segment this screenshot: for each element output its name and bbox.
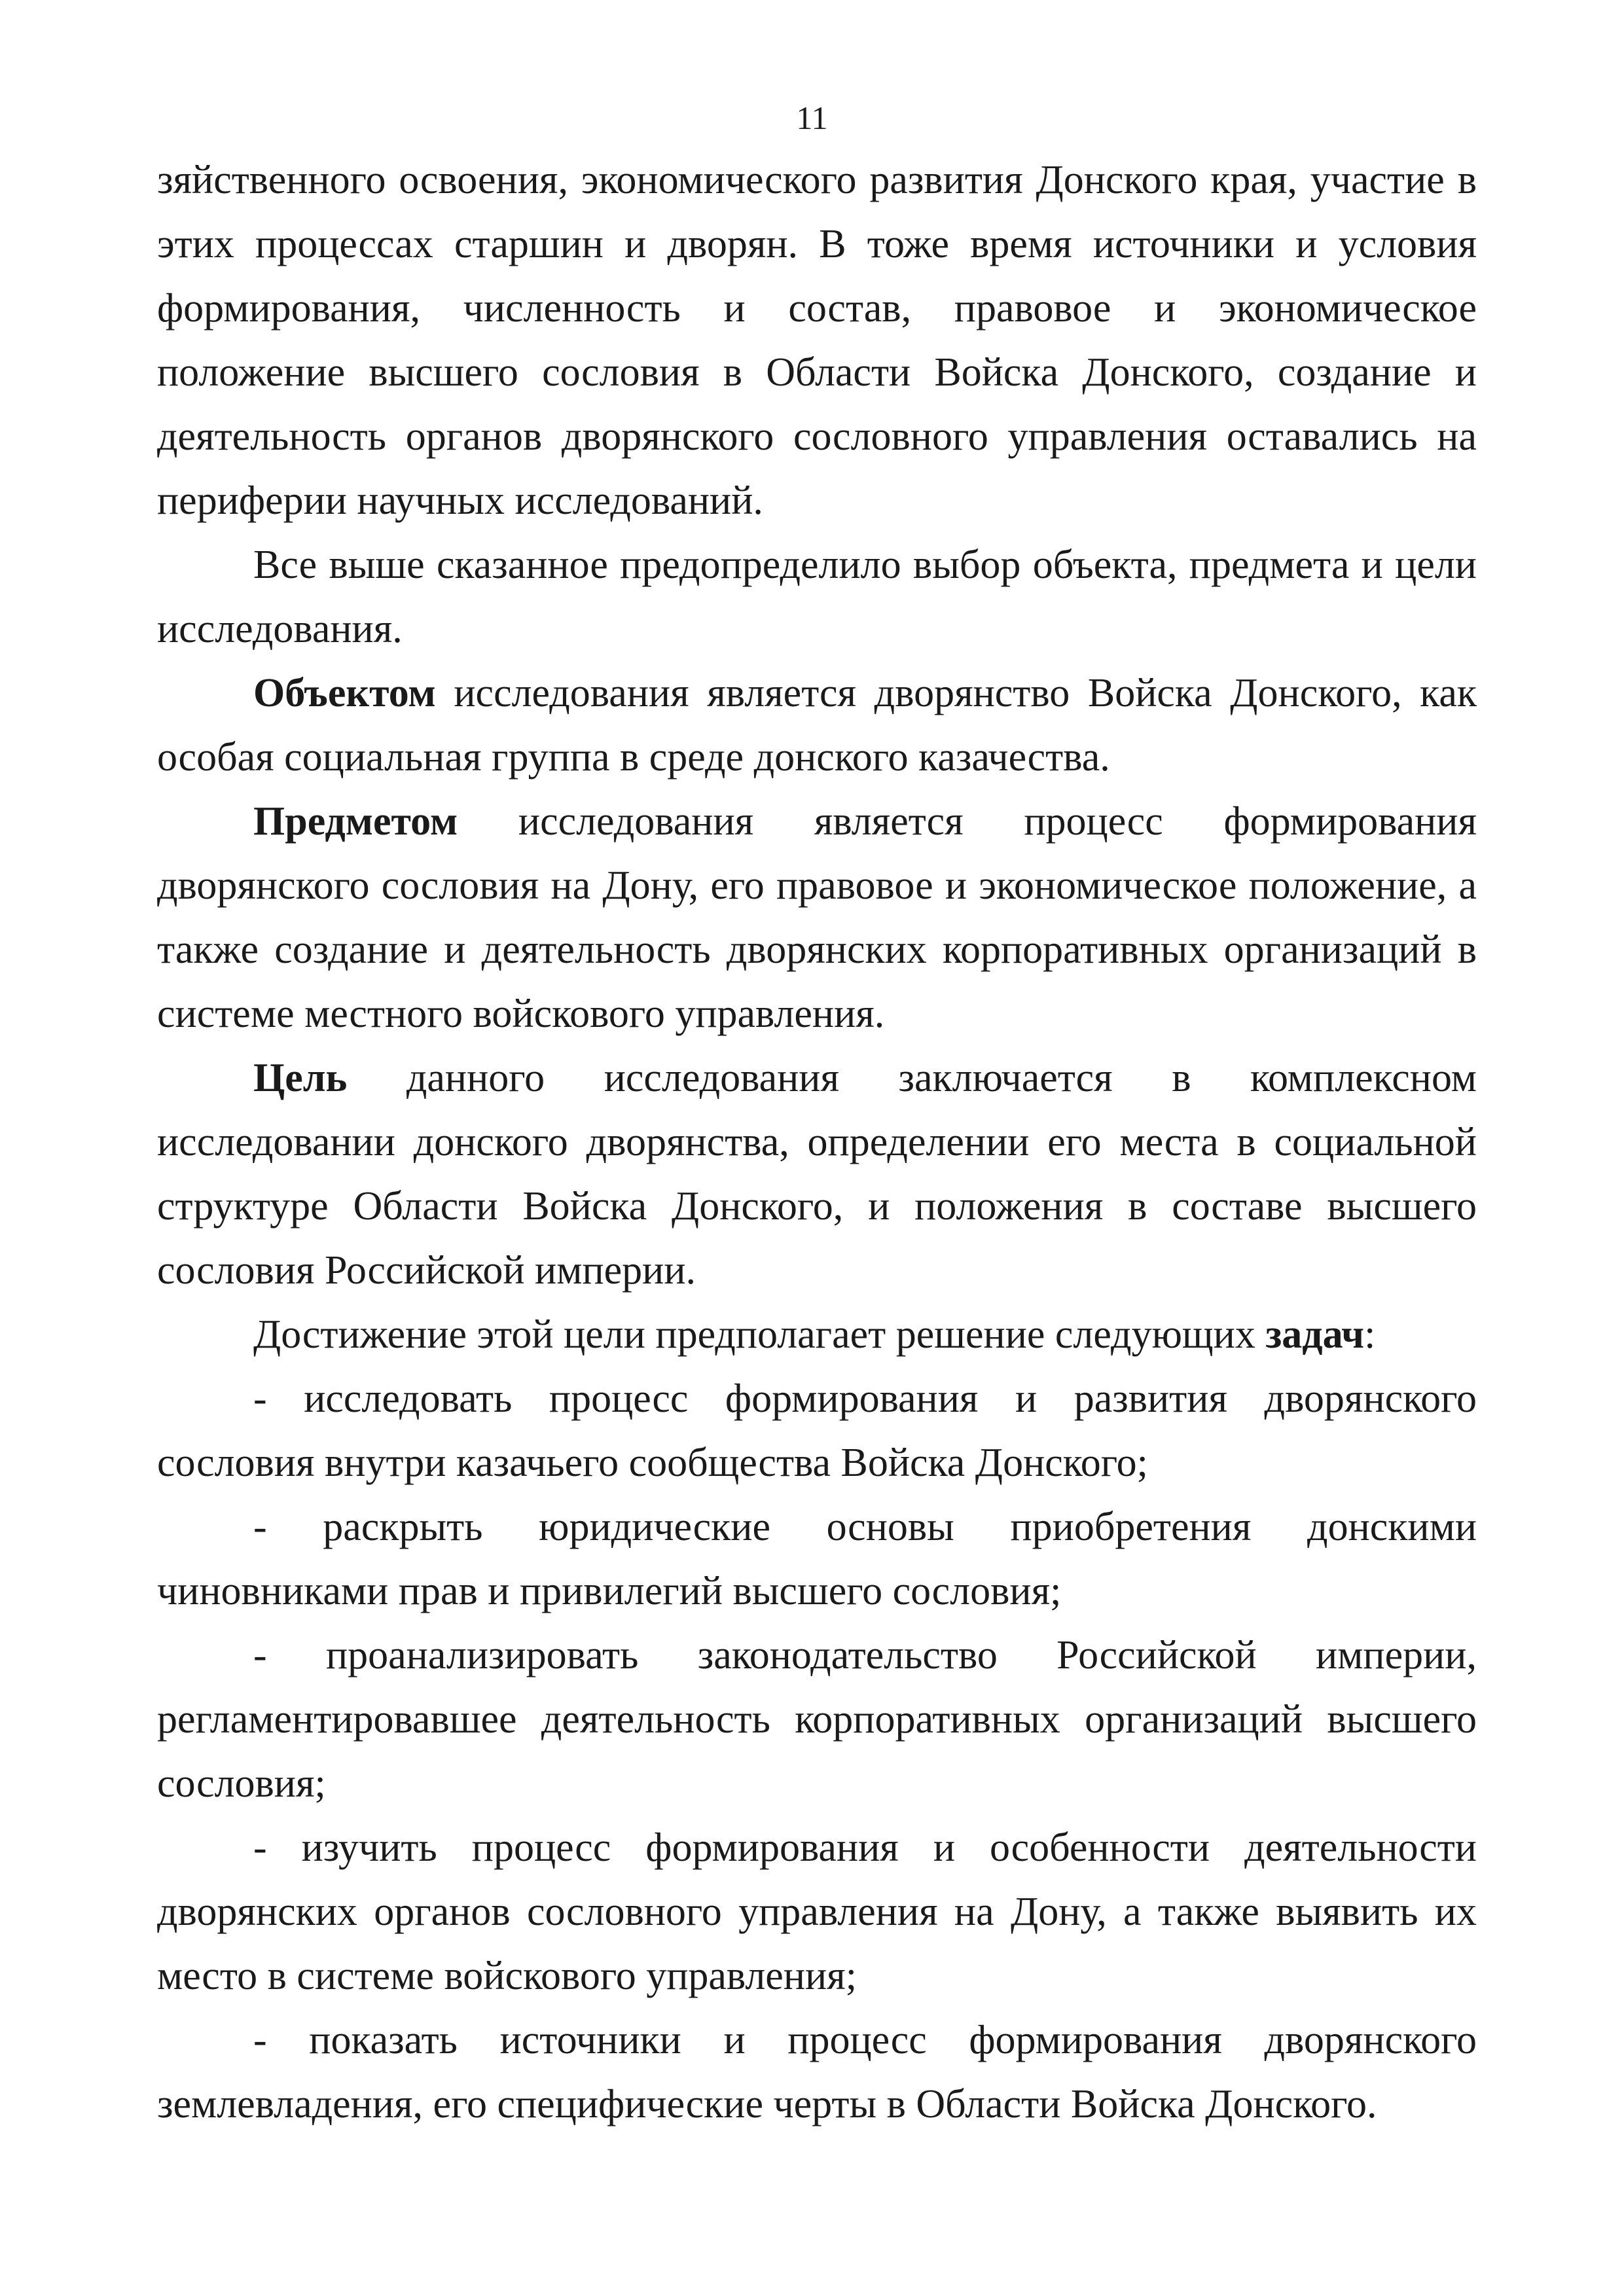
tasks-term: задач <box>1265 1312 1365 1357</box>
task-item-2: - раскрыть юридические основы приобретения донскими чиновниками прав и привилегий высшего сословия; <box>157 1505 1477 1613</box>
object-term: Объектом <box>253 671 436 715</box>
task-item-4: - изучить процесс формирования и особенности деятельности дворянских органов сословного управления на Дону, а также выявить их место в системе войскового управления; <box>157 1825 1477 1998</box>
page-number: 11 <box>796 99 828 136</box>
paragraph-goal <box>157 1046 1477 1302</box>
object-text: исследования является дворянство Войска Донского, как особая социальная группа в среде донского казачества. <box>157 671 1477 780</box>
paragraph-continuation: зяйственного освоения, экономического развития Донского края, участие в этих процессах старшин и дворян. В тоже время источники и условия формирования, численность и состав, правовое и экономическое положение высшего сословия в Области Войска Донского, создание и деятельность органов дворянского сословного управления оставались на периферии научных исследований. <box>157 158 1477 523</box>
task-item-5: - показать источники и процесс формирования дворянского землевладения, его специфические черты в Области Войска Донского. <box>157 2018 1477 2126</box>
subject-text: исследования является процесс формирования дворянского сословия на Дону, его правовое и экономическое положение, а также создание и деятельность дворянских корпоративных организаций в системе местного войскового управления. <box>157 799 1477 1036</box>
tasks-intro-text: Достижение этой цели предполагает решение следующих <box>253 1312 1266 1357</box>
paragraph-tasks-intro <box>157 1302 1477 1367</box>
paragraph-object <box>157 661 1477 789</box>
document-body <box>157 148 1477 2136</box>
goal-text: данного исследования заключается в комплексном исследовании донского дворянства, определении его места в социальной структуре Области Войска Донского, и положения в составе высшего сословия Российской империи. <box>157 1056 1477 1293</box>
tasks-intro-colon: : <box>1364 1312 1376 1357</box>
paragraph-subject <box>157 789 1477 1046</box>
paragraph-choice-statement: Все выше сказанное предопределило выбор объекта, предмета и цели исследования. <box>157 543 1477 651</box>
subject-term: Предметом <box>253 799 458 844</box>
goal-term: Цель <box>253 1056 348 1100</box>
task-item-1: - исследовать процесс формирования и развития дворянского сословия внутри казачьего сообщества Войска Донского; <box>157 1376 1477 1485</box>
task-item-3: - проанализировать законодательство Российской империи, регламентировавшее деятельность корпоративных организаций высшего сословия; <box>157 1633 1477 1806</box>
